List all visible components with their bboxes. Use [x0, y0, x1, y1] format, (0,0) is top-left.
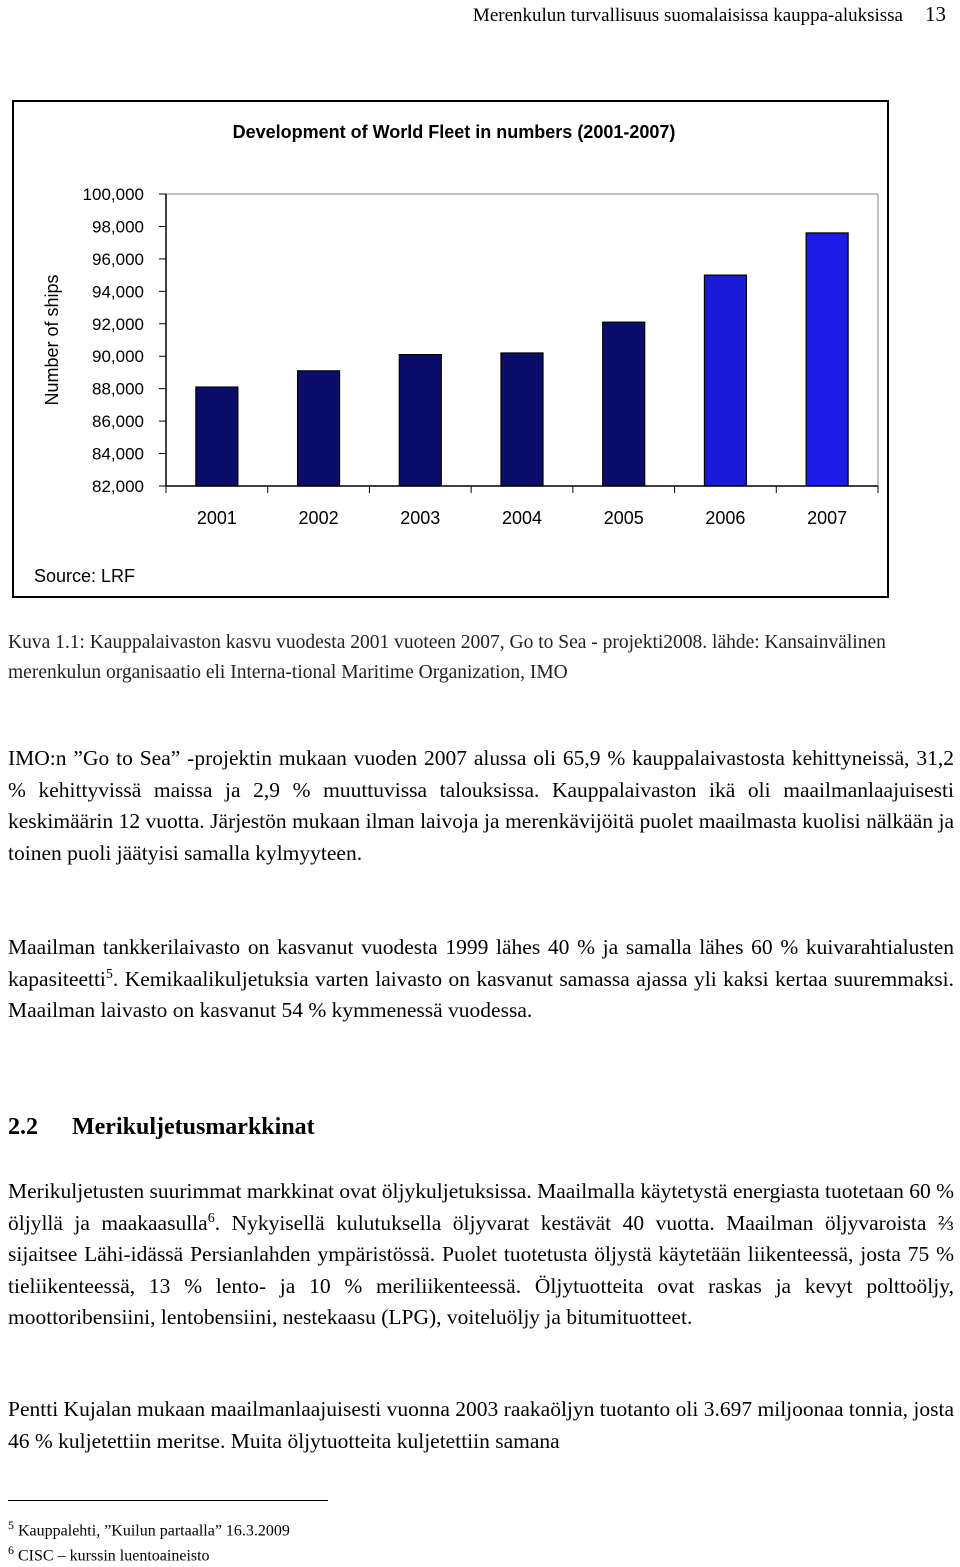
paragraph-2-text-b: . Kemikaalikuljetuksia varten laivasto on kasvanut samassa ajassa yli kaksi kertaa suuremmaksi. Maailman laivasto on kasvanut 54 % kymmenessä vuodessa.: [8, 966, 954, 1022]
x-tick-label: 2005: [603, 508, 644, 528]
y-tick-label: 98,000: [92, 217, 144, 237]
paragraph-2-text-a: Maailman tankkerilaivasto on kasvanut vuodesta 1999 lähes 40 % ja samalla lähes 60 % kuivarahtialusten kapasiteetti: [8, 935, 954, 991]
y-axis-label: Number of ships: [42, 274, 62, 406]
x-tick-label: 2001: [196, 508, 237, 528]
y-tick-label: 96,000: [92, 249, 144, 269]
paragraph-2: [8, 932, 954, 1027]
footnote-6: [8, 1540, 210, 1566]
page-number: 13: [925, 2, 946, 26]
section-heading: [8, 1114, 315, 1141]
section-number: 2.2: [8, 1114, 38, 1140]
y-tick-label: 86,000: [92, 412, 144, 432]
footnote-5-text: Kauppalehti, ”Kuilun partaalla” 16.3.2009: [18, 1522, 290, 1540]
y-tick-label: 90,000: [92, 347, 144, 367]
paragraph-1: IMO:n ”Go to Sea” -projektin mukaan vuoden 2007 alussa oli 65,9 % kauppalaivastosta kehittyneissä, 31,2 % kehittyvissä maissa ja 2,9 % muuttuvissa talouksissa. Kauppalaivaston ikä oli maailmanlaajuisesti keskimäärin 12 vuotta. Järjestön mukaan ilman laivoja ja merenkävijöitä puolet maailmasta kuolisi nälkään ja toinen puoli jäätyisi samalla kylmyyteen.: [8, 746, 954, 865]
y-tick-label: 88,000: [92, 379, 144, 399]
bar-2003: [399, 355, 441, 486]
running-title: Merenkulun turvallisuus suomalaisissa kauppa-aluksissa: [472, 5, 903, 26]
figure-caption: Kuva 1.1: Kauppalaivaston kasvu vuodesta 2001 vuoteen 2007, Go to Sea - projekti2008. lähde: Kansainvälinen merenkulun organisaatio eli Interna-tional Maritime Organization, IMO: [8, 632, 886, 683]
bar-2004: [501, 353, 543, 486]
y-tick-label: 100,000: [82, 185, 144, 204]
source-note: Source: LRF: [34, 566, 136, 586]
y-tick-label: 84,000: [92, 444, 144, 464]
figure-chart: [12, 100, 889, 598]
footnote-6-text: CISC – kurssin luentoaineisto: [18, 1547, 210, 1565]
footnote-ref-6[interactable]: 6: [207, 1210, 215, 1226]
x-tick-label: 2004: [501, 508, 543, 528]
bar-2005: [603, 322, 645, 486]
footnote-5: [8, 1515, 290, 1541]
bar-2002: [298, 371, 340, 486]
x-tick-label: 2006: [705, 508, 746, 528]
y-tick-label: 94,000: [92, 282, 144, 302]
paragraph-3-text-b: . Nykyisellä kulutuksella öljyvarat kestävät 40 vuotta. Maailman öljyvaroista ⅔ sijaitsee Lähi-idässä Persianlahden ympäristössä. Puolet tuotetusta öljystä käytetään liikenteessä, josta 75 % tieliikenteessä, 13 % lento- ja 10 % meriliikenteessä. Öljytuotteita ovat raskas ja kevyt polttoöljy, moottoribensiini, lentobensiini, nestekaasu (LPG), voiteluöljy ja bitumituotteet.: [8, 1210, 954, 1329]
footnote-6-mark: 6: [8, 1543, 14, 1557]
y-tick-label: 92,000: [92, 314, 144, 334]
footnote-separator: [8, 1500, 328, 1501]
bar-2006: [704, 275, 746, 486]
x-tick-label: 2002: [298, 508, 339, 528]
footnote-ref-5[interactable]: 5: [105, 966, 113, 982]
y-tick-label: 82,000: [92, 477, 144, 496]
bar-2001: [196, 387, 238, 486]
paragraph-3: [8, 1176, 954, 1334]
bar-2007: [806, 233, 848, 486]
x-tick-label: 2007: [807, 508, 848, 528]
chart-title: Development of World Fleet in numbers (2001-2007): [232, 122, 676, 142]
paragraph-4: Pentti Kujalan mukaan maailmanlaajuisesti vuonna 2003 raakaöljyn tuotanto oli 3.697 miljoonaa tonnia, josta 46 % kuljetettiin meritse. Muita öljytuotteita kuljetettiin samana: [8, 1397, 954, 1453]
section-title: Merikuljetusmarkkinat: [72, 1114, 315, 1140]
x-tick-label: 2003: [400, 508, 441, 528]
paragraph-3-text-a: Merikuljetusten suurimmat markkinat ovat öljykuljetuksissa. Maailmalla käytetystä energiasta tuotetaan 60 % öljyllä ja maakaasulla: [8, 1179, 954, 1235]
footnote-5-mark: 5: [8, 1518, 14, 1532]
running-header: [0, 2, 946, 27]
bar-chart: [14, 102, 891, 600]
